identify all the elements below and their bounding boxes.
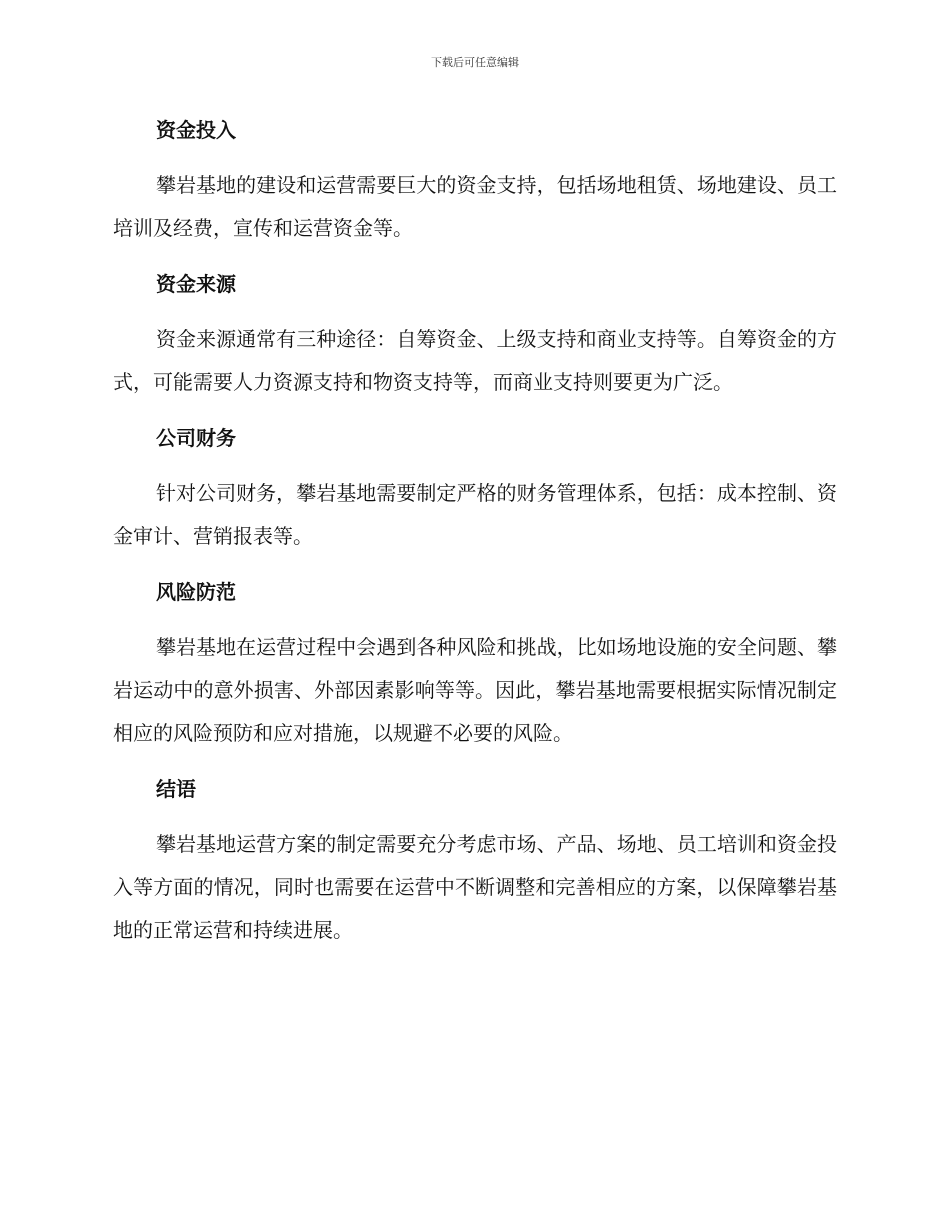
section-heading: 结语 <box>156 777 196 801</box>
section-heading: 资金来源 <box>156 272 236 296</box>
section-funding-input <box>113 110 837 250</box>
section-paragraph: 攀岩基地运营方案的制定需要充分考虑市场、产品、场地、员工培训和资金投入等方面的情况，同时也需要在运营中不断调整和完善相应的方案，以保障攀岩基地的正常运营和持续进展。 <box>113 832 837 942</box>
section-risk-prevention <box>113 572 837 755</box>
section-heading: 风险防范 <box>156 580 236 604</box>
section-paragraph: 资金来源通常有三种途径：自筹资金、上级支持和商业支持等。自筹资金的方式，可能需要人力资源支持和物资支持等，而商业支持则要更为广泛。 <box>113 327 837 394</box>
section-conclusion <box>113 769 837 952</box>
section-company-finance <box>113 418 837 558</box>
page-header: 下载后可任意编辑 <box>431 56 519 69</box>
section-paragraph: 攀岩基地在运营过程中会遇到各种风险和挑战，比如场地设施的安全问题、攀岩运动中的意外损害、外部因素影响等等。因此，攀岩基地需要根据实际情况制定相应的风险预防和应对措施，以规避不必要的风险。 <box>113 635 837 745</box>
section-funding-source <box>113 264 837 404</box>
section-paragraph: 攀岩基地的建设和运营需要巨大的资金支持，包括场地租赁、场地建设、员工培训及经费，宣传和运营资金等。 <box>113 173 837 240</box>
section-paragraph: 针对公司财务，攀岩基地需要制定严格的财务管理体系，包括：成本控制、资金审计、营销报表等。 <box>113 481 837 548</box>
section-heading: 公司财务 <box>156 426 236 450</box>
section-heading: 资金投入 <box>156 118 236 142</box>
document-body <box>113 110 837 966</box>
